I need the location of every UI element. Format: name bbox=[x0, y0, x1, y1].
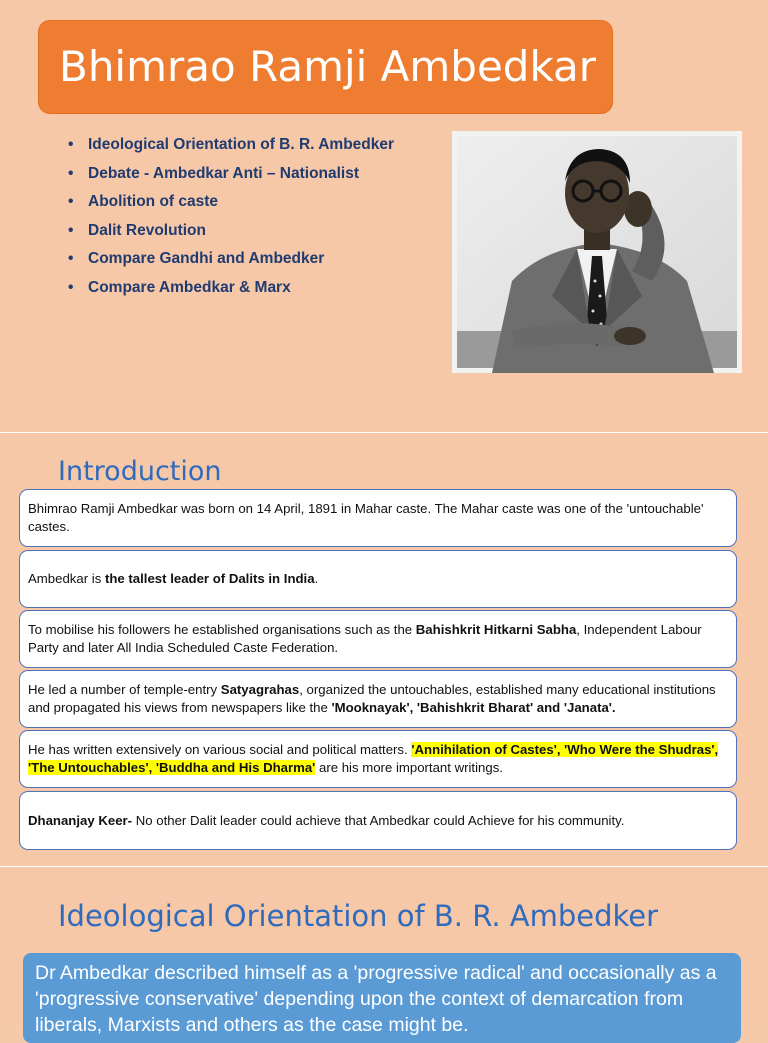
slide-title-text: Bhimrao Ramji Ambedkar bbox=[59, 42, 597, 91]
info-card bbox=[19, 489, 737, 547]
card-text-bold: Satyagrahas bbox=[220, 682, 300, 697]
info-card bbox=[19, 610, 737, 668]
section-title: Ideological Orientation of B. R. Ambedker bbox=[58, 899, 659, 933]
content-text: Dr Ambedkar described himself as a 'progressive radical' and occasionally as a 'progressive conservative' depending upon the context of demarcation from liberals, Marxists and others as the case might be. bbox=[35, 962, 717, 1036]
card-text-normal: He has written extensively on various social and political matters. bbox=[28, 742, 412, 757]
card-text: Bhimrao Ramji Ambedkar was born on 14 April, 1891 in Mahar caste. The Mahar caste was one of the 'untouchable' castes. bbox=[28, 501, 704, 534]
topic-item: • Dalit Revolution bbox=[68, 217, 394, 246]
card-text-normal: No other Dalit leader could achieve that Ambedkar could Achieve for his community. bbox=[132, 812, 625, 828]
info-card bbox=[19, 730, 737, 788]
topic-item: • Ideological Orientation of B. R. Ambedker bbox=[68, 131, 394, 160]
card-text-normal: Ambedkar is bbox=[28, 571, 105, 586]
card-text bbox=[28, 621, 728, 657]
topic-item: • Abolition of caste bbox=[68, 188, 394, 217]
topic-item: • Compare Ambedkar & Marx bbox=[68, 274, 394, 303]
card-text-normal: are his more important writings. bbox=[315, 760, 503, 775]
card-text-normal: . bbox=[314, 571, 319, 586]
slide-title bbox=[0, 0, 768, 432]
card-text bbox=[28, 741, 728, 777]
content-box bbox=[23, 953, 741, 1043]
slide-ideological-orientation bbox=[0, 867, 768, 1036]
info-card bbox=[19, 670, 737, 728]
portrait-photo bbox=[452, 131, 742, 373]
title-banner bbox=[38, 20, 613, 114]
section-title: Introduction bbox=[58, 456, 222, 487]
card-text bbox=[28, 812, 624, 830]
card-text bbox=[28, 681, 728, 717]
slide-introduction bbox=[0, 433, 768, 866]
card-text-normal: , organized the untouchables, established many educational institutions and propagated his views from newspapers like the bbox=[28, 682, 716, 715]
card-text-bold: 'Mooknayak', 'Bahishkrit Bharat' and 'Janata'. bbox=[331, 700, 616, 715]
card-text-normal: , Independent Labour Party and later All India Scheduled Caste Federation. bbox=[28, 622, 702, 655]
portrait-illustration bbox=[452, 131, 742, 373]
topic-item: • Debate - Ambedkar Anti – Nationalist bbox=[68, 160, 394, 189]
highlighted-works: 'Annihilation of Castes', 'Who Were the Shudras', 'The Untouchables', 'Buddha and His Dharma' bbox=[28, 742, 719, 775]
info-card bbox=[19, 550, 737, 608]
topic-list bbox=[68, 131, 394, 302]
card-text bbox=[28, 570, 318, 588]
card-text-bold: the tallest leader of Dalits in India bbox=[104, 571, 315, 586]
info-card bbox=[19, 791, 737, 850]
card-text-normal: To mobilise his followers he established organisations such as the bbox=[28, 622, 416, 637]
topic-item: • Compare Gandhi and Ambedker bbox=[68, 245, 394, 274]
card-text-bold: Dhananjay Keer- bbox=[28, 812, 133, 828]
card-text-normal: He led a number of temple-entry bbox=[28, 682, 221, 697]
card-text-bold: Bahishkrit Hitkarni Sabha bbox=[415, 622, 577, 637]
